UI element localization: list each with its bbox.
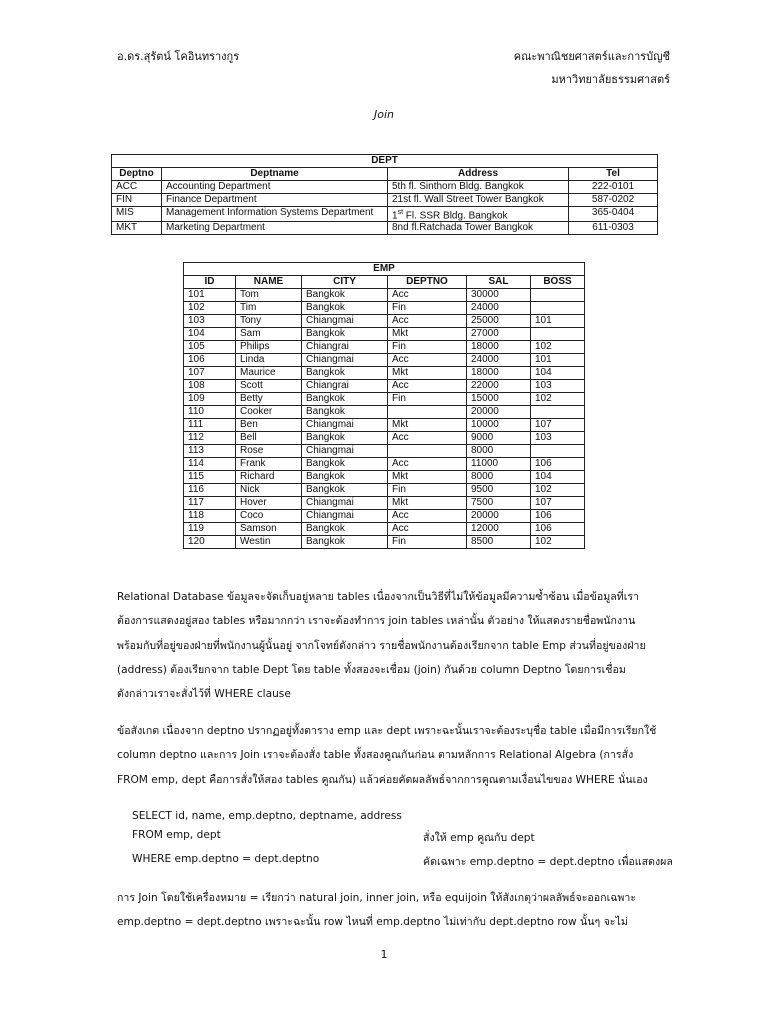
emp-deptno-cell: Acc	[388, 458, 467, 471]
header-author: อ.ดร.สุรัตน์ โคอินทรางกูร	[117, 50, 240, 63]
emp-id-cell: 109	[184, 393, 236, 406]
dept-cell: FIN	[112, 194, 162, 207]
emp-deptno-cell: Mkt	[388, 328, 467, 341]
emp-name-cell: Betty	[236, 393, 302, 406]
emp-boss-cell: 102	[531, 484, 585, 497]
emp-col-id: ID	[184, 276, 236, 289]
dept-cell: 8nd fl.Ratchada Tower Bangkok	[388, 222, 569, 235]
emp-caption: EMP	[184, 263, 585, 276]
emp-sal-cell: 10000	[467, 419, 531, 432]
emp-sal-cell: 24000	[467, 354, 531, 367]
emp-city-cell: Bangkok	[302, 393, 388, 406]
emp-boss-cell: 104	[531, 471, 585, 484]
emp-header-row	[184, 276, 585, 289]
sql-from-comment: สั่งให้ emp คูณกับ dept	[423, 832, 535, 844]
emp-name-cell: Ben	[236, 419, 302, 432]
header-university: มหาวิทยาลัยธรรมศาสตร์	[551, 73, 670, 86]
table-row	[184, 419, 585, 432]
emp-boss-cell: 106	[531, 458, 585, 471]
emp-boss-cell: 101	[531, 315, 585, 328]
dept-cell: MIS	[112, 207, 162, 222]
dept-cell: Management Information Systems Department	[162, 207, 388, 222]
emp-name-cell: Richard	[236, 471, 302, 484]
emp-col-sal: SAL	[467, 276, 531, 289]
emp-sal-cell: 22000	[467, 380, 531, 393]
paragraph-line: Relational Database ข้อมูลจะจัดเก็บอยู่หลาย tables เนื่องจากเป็นวิธีที่ไม่ให้ข้อมูลมีความซ้ำซ้อน เมื่อข้อมูลที่เรา	[117, 591, 639, 603]
emp-city-cell: Chiangmai	[302, 354, 388, 367]
dept-cell: ACC	[112, 181, 162, 194]
emp-city-cell: Bangkok	[302, 523, 388, 536]
table-row	[184, 523, 585, 536]
paragraph-natural-join	[117, 886, 677, 935]
table-row	[184, 510, 585, 523]
emp-deptno-cell: Acc	[388, 510, 467, 523]
emp-sal-cell: 11000	[467, 458, 531, 471]
emp-id-cell: 108	[184, 380, 236, 393]
emp-name-cell: Bell	[236, 432, 302, 445]
emp-boss-cell	[531, 328, 585, 341]
paragraph-line: ดังกล่าวเราจะสั่งไว้ที่ WHERE clause	[117, 688, 291, 701]
table-row	[112, 181, 658, 194]
dept-col-deptname: Deptname	[162, 168, 388, 181]
emp-city-cell: Bangkok	[302, 328, 388, 341]
table-row	[184, 380, 585, 393]
table-row	[184, 315, 585, 328]
emp-city-cell: Chiangrai	[302, 341, 388, 354]
emp-deptno-cell: Mkt	[388, 367, 467, 380]
emp-boss-cell: 107	[531, 497, 585, 510]
paragraph-line: FROM emp, dept คือการสั่งให้สอง tables คูณกัน) แล้วค่อยคัดผลลัพธ์จากการคูณตามเงื่อนไขของ WHERE นั่นเอง	[117, 773, 648, 786]
dept-cell	[388, 207, 569, 222]
emp-sal-cell: 8000	[467, 471, 531, 484]
emp-name-cell: Sam	[236, 328, 302, 341]
emp-city-cell: Chiangmai	[302, 445, 388, 458]
emp-boss-cell: 103	[531, 432, 585, 445]
emp-city-cell: Chiangmai	[302, 497, 388, 510]
emp-sal-cell: 25000	[467, 315, 531, 328]
emp-deptno-cell	[388, 406, 467, 419]
dept-address-num: 1	[392, 210, 398, 222]
table-row	[184, 497, 585, 510]
emp-sal-cell: 12000	[467, 523, 531, 536]
dept-cell: Marketing Department	[162, 222, 388, 235]
emp-name-cell: Hover	[236, 497, 302, 510]
emp-deptno-cell: Fin	[388, 302, 467, 315]
dept-cell: 611-0303	[569, 222, 658, 235]
emp-id-cell: 101	[184, 289, 236, 302]
emp-col-name: NAME	[236, 276, 302, 289]
dept-cell: Finance Department	[162, 194, 388, 207]
emp-sal-cell: 20000	[467, 510, 531, 523]
paragraph-line: พร้อมกับที่อยู่ของฝ่ายที่พนักงานผู้นั้นอยู่ จากโจทย์ดังกล่าว รายชื่อพนักงานต้องเรียกจาก table Emp ส่วนที่อยู่ของฝ่าย	[117, 639, 646, 652]
emp-sal-cell: 18000	[467, 367, 531, 380]
emp-id-cell: 106	[184, 354, 236, 367]
dept-header-row	[112, 168, 658, 181]
emp-sal-cell: 9500	[467, 484, 531, 497]
table-row	[112, 222, 658, 235]
emp-sal-cell: 20000	[467, 406, 531, 419]
dept-col-deptno: Deptno	[112, 168, 162, 181]
paragraph-line: emp.deptno = dept.deptno เพราะฉะนั้น row ไหนที่ emp.deptno ไม่เท่ากับ dept.deptno row นั้นๆ จะไม่	[117, 916, 628, 929]
emp-city-cell: Bangkok	[302, 471, 388, 484]
table-row	[112, 207, 658, 222]
paragraph-observation	[117, 719, 677, 792]
emp-deptno-cell	[388, 445, 467, 458]
dept-cell: 5th fl. Sinthorn Bldg. Bangkok	[388, 181, 569, 194]
emp-boss-cell: 103	[531, 380, 585, 393]
table-row	[184, 471, 585, 484]
table-row	[112, 194, 658, 207]
emp-id-cell: 116	[184, 484, 236, 497]
dept-cell: 222-0101	[569, 181, 658, 194]
emp-id-cell: 102	[184, 302, 236, 315]
emp-name-cell: Tim	[236, 302, 302, 315]
emp-name-cell: Tom	[236, 289, 302, 302]
emp-city-cell: Bangkok	[302, 406, 388, 419]
sql-from-line: FROM emp, dept	[132, 829, 221, 841]
dept-caption: DEPT	[112, 155, 658, 168]
emp-col-city: CITY	[302, 276, 388, 289]
emp-id-cell: 112	[184, 432, 236, 445]
emp-id-cell: 113	[184, 445, 236, 458]
emp-deptno-cell: Acc	[388, 432, 467, 445]
dept-address-rest: Fl. SSR Bldg. Bangkok	[403, 210, 508, 222]
emp-sal-cell: 18000	[467, 341, 531, 354]
emp-id-cell: 115	[184, 471, 236, 484]
emp-name-cell: Cooker	[236, 406, 302, 419]
emp-deptno-cell: Mkt	[388, 471, 467, 484]
emp-deptno-cell: Acc	[388, 523, 467, 536]
emp-city-cell: Bangkok	[302, 484, 388, 497]
emp-id-cell: 118	[184, 510, 236, 523]
emp-name-cell: Scott	[236, 380, 302, 393]
emp-sal-cell: 27000	[467, 328, 531, 341]
table-row	[184, 432, 585, 445]
sql-where-comment: คัดเฉพาะ emp.deptno = dept.deptno เพื่อแสดงผล	[423, 856, 673, 868]
emp-boss-cell: 107	[531, 419, 585, 432]
table-row	[184, 328, 585, 341]
table-row	[184, 393, 585, 406]
emp-boss-cell	[531, 445, 585, 458]
emp-city-cell: Chiangmai	[302, 315, 388, 328]
emp-name-cell: Tony	[236, 315, 302, 328]
emp-city-cell: Bangkok	[302, 289, 388, 302]
paragraph-line: ต้องการแสดงอยู่สอง tables หรือมากกว่า เราจะต้องทำการ join tables เหล่านั้น ตัวอย่าง ให้แสดงรายชื่อพนักงาน	[117, 615, 636, 628]
table-row	[184, 484, 585, 497]
table-row	[184, 289, 585, 302]
emp-city-cell: Chiangmai	[302, 419, 388, 432]
emp-name-cell: Rose	[236, 445, 302, 458]
page-title: Join	[373, 108, 394, 121]
emp-id-cell: 120	[184, 536, 236, 549]
dept-cell: 587-0202	[569, 194, 658, 207]
table-row	[184, 302, 585, 315]
emp-deptno-cell: Acc	[388, 315, 467, 328]
emp-boss-cell: 102	[531, 393, 585, 406]
emp-boss-cell: 104	[531, 367, 585, 380]
emp-col-deptno: DEPTNO	[388, 276, 467, 289]
emp-name-cell: Nick	[236, 484, 302, 497]
emp-boss-cell	[531, 302, 585, 315]
emp-col-boss: BOSS	[531, 276, 585, 289]
emp-boss-cell: 102	[531, 341, 585, 354]
dept-table	[111, 154, 658, 235]
table-row	[184, 445, 585, 458]
emp-city-cell: Bangkok	[302, 432, 388, 445]
emp-boss-cell	[531, 406, 585, 419]
table-row	[184, 406, 585, 419]
emp-sal-cell: 7500	[467, 497, 531, 510]
table-row	[184, 367, 585, 380]
paragraph-relational-database	[117, 585, 677, 706]
emp-boss-cell: 101	[531, 354, 585, 367]
emp-city-cell: Bangkok	[302, 367, 388, 380]
emp-id-cell: 119	[184, 523, 236, 536]
emp-city-cell: Bangkok	[302, 536, 388, 549]
emp-city-cell: Chiangrai	[302, 380, 388, 393]
emp-id-cell: 117	[184, 497, 236, 510]
emp-sal-cell: 9000	[467, 432, 531, 445]
emp-id-cell: 107	[184, 367, 236, 380]
paragraph-line: การ Join โดยใช้เครื่องหมาย = เรียกว่า natural join, inner join, หรือ equijoin ให้สังเกตุว่าผลลัพธ์จะออกเฉพาะ	[117, 892, 637, 904]
emp-deptno-cell: Fin	[388, 484, 467, 497]
dept-address-sup: st	[397, 209, 404, 216]
emp-name-cell: Linda	[236, 354, 302, 367]
emp-sal-cell: 8000	[467, 445, 531, 458]
emp-boss-cell: 106	[531, 523, 585, 536]
dept-cell: Accounting Department	[162, 181, 388, 194]
emp-id-cell: 103	[184, 315, 236, 328]
dept-cell: MKT	[112, 222, 162, 235]
emp-deptno-cell: Acc	[388, 289, 467, 302]
emp-sal-cell: 30000	[467, 289, 531, 302]
sql-where-line: WHERE emp.deptno = dept.deptno	[132, 853, 320, 865]
dept-col-tel: Tel	[569, 168, 658, 181]
emp-id-cell: 110	[184, 406, 236, 419]
emp-sal-cell: 8500	[467, 536, 531, 549]
emp-deptno-cell: Fin	[388, 536, 467, 549]
paragraph-line: (address) ต้องเรียกจาก table Dept โดย table ทั้งสองจะเชื่อม (join) กันด้วย column Deptno โดยการเชื่อม	[117, 663, 626, 676]
emp-id-cell: 104	[184, 328, 236, 341]
sql-select-line: SELECT id, name, emp.deptno, deptname, address	[132, 810, 402, 822]
table-row	[184, 458, 585, 471]
emp-city-cell: Bangkok	[302, 302, 388, 315]
dept-cell: 21st fl. Wall Street Tower Bangkok	[388, 194, 569, 207]
emp-sal-cell: 15000	[467, 393, 531, 406]
paragraph-line: ข้อสังเกต เนื่องจาก deptno ปรากฏอยู่ทั้งตาราง emp และ dept เพราะฉะนั้นเราจะต้องระบุชื่อ table เมื่อมีการเรียกใช้	[117, 725, 657, 737]
emp-boss-cell: 106	[531, 510, 585, 523]
emp-id-cell: 114	[184, 458, 236, 471]
dept-col-address: Address	[388, 168, 569, 181]
emp-deptno-cell: Fin	[388, 341, 467, 354]
emp-deptno-cell: Fin	[388, 393, 467, 406]
table-row	[184, 354, 585, 367]
emp-id-cell: 111	[184, 419, 236, 432]
emp-deptno-cell: Mkt	[388, 419, 467, 432]
table-row	[184, 536, 585, 549]
paragraph-line: column deptno และการ Join เราจะต้องสั่ง table ทั้งสองคูณกันก่อน ตามหลักการ Relational Algebra (การสั่ง	[117, 749, 634, 762]
emp-id-cell: 105	[184, 341, 236, 354]
emp-deptno-cell: Mkt	[388, 497, 467, 510]
emp-name-cell: Samson	[236, 523, 302, 536]
emp-table	[183, 262, 585, 549]
emp-name-cell: Coco	[236, 510, 302, 523]
emp-deptno-cell: Acc	[388, 380, 467, 393]
emp-city-cell: Chiangmai	[302, 510, 388, 523]
dept-cell: 365-0404	[569, 207, 658, 222]
emp-name-cell: Frank	[236, 458, 302, 471]
page-number: 1	[380, 948, 388, 961]
header-faculty: คณะพาณิชยศาสตร์และการบัญชี	[513, 50, 670, 63]
emp-name-cell: Westin	[236, 536, 302, 549]
emp-deptno-cell: Acc	[388, 354, 467, 367]
emp-sal-cell: 24000	[467, 302, 531, 315]
emp-name-cell: Philips	[236, 341, 302, 354]
emp-boss-cell: 102	[531, 536, 585, 549]
emp-city-cell: Bangkok	[302, 458, 388, 471]
table-row	[184, 341, 585, 354]
emp-name-cell: Maurice	[236, 367, 302, 380]
emp-boss-cell	[531, 289, 585, 302]
